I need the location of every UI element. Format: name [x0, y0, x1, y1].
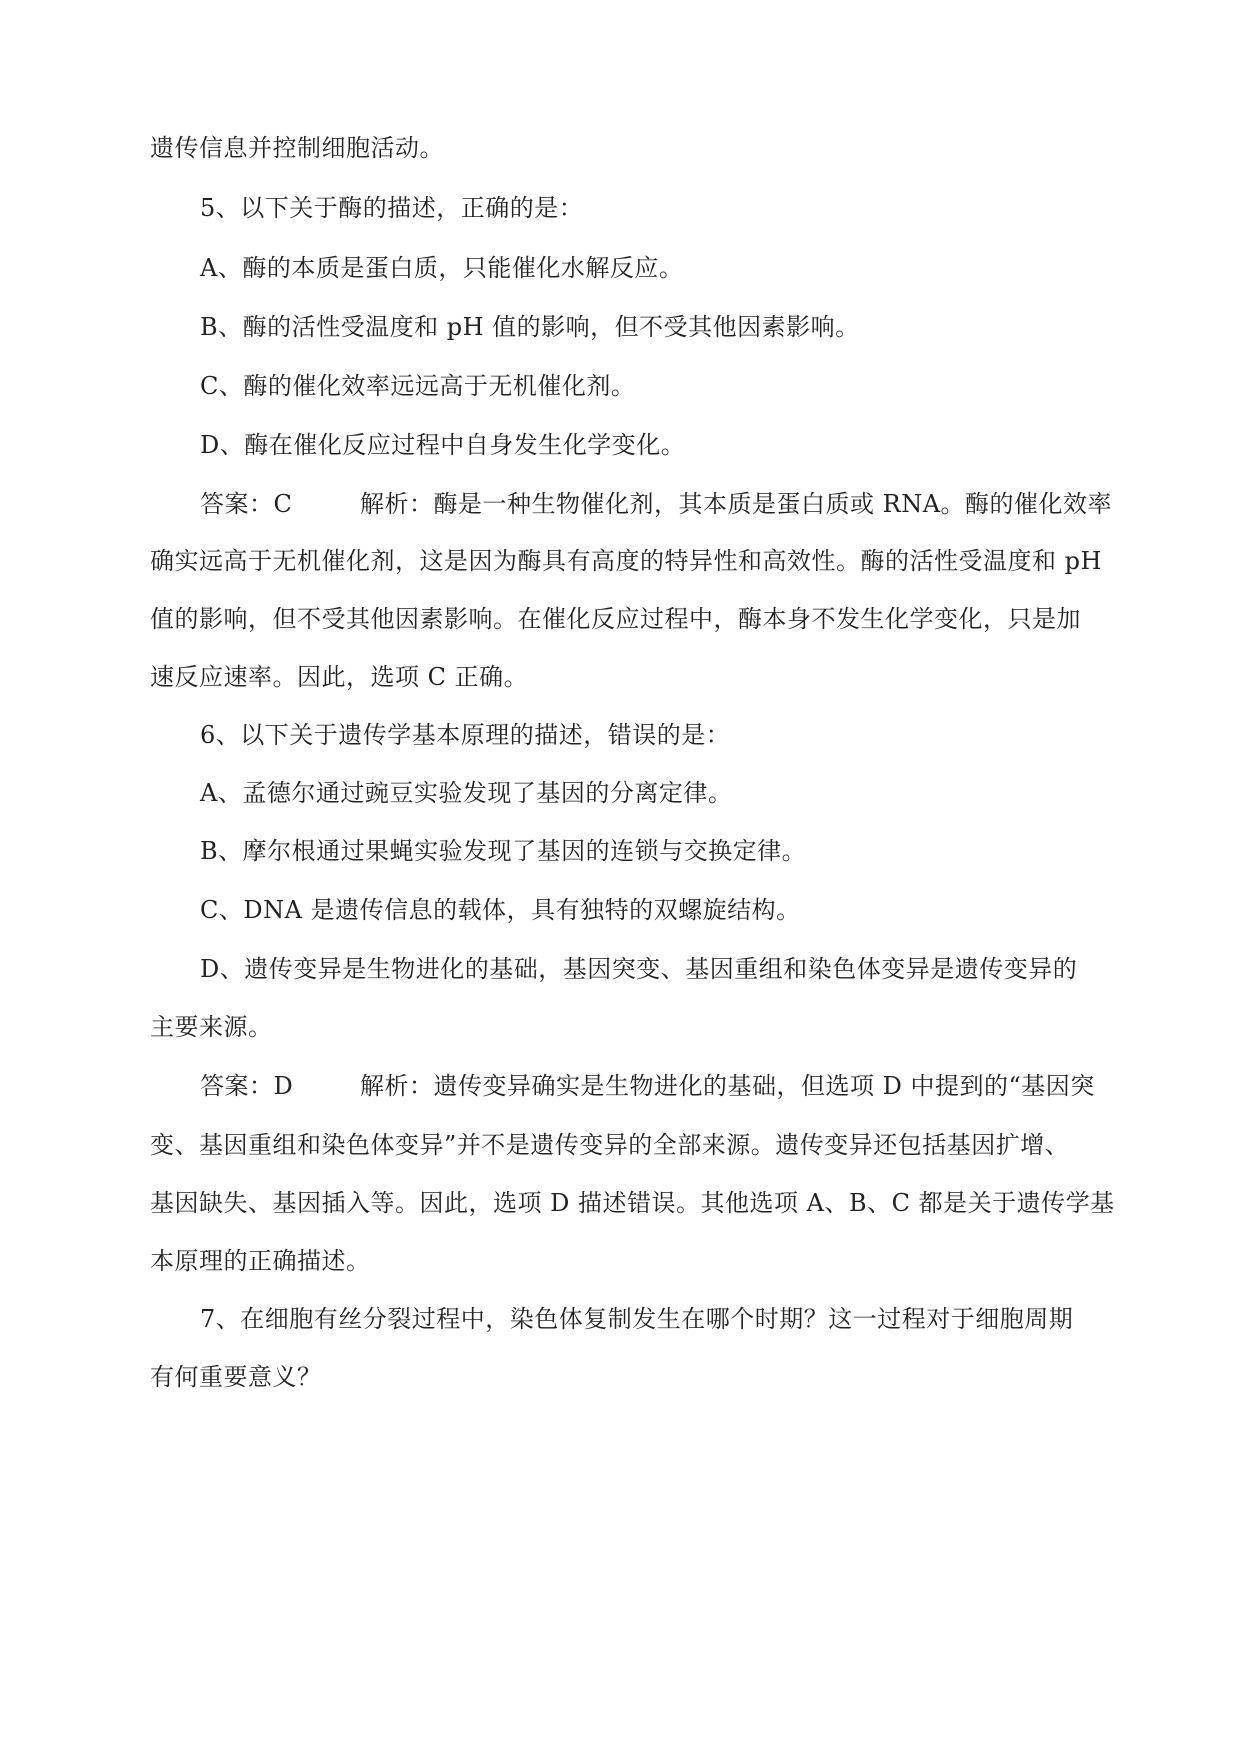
question-5: 5、以下关于酶的描述，正确的是： [200, 194, 584, 222]
question-5-option-c: C、酶的催化效率远远高于无机催化剂。 [200, 372, 636, 400]
answer-6 [200, 1070, 1095, 1102]
paragraph-line: 本原理的正确描述。 [150, 1247, 371, 1275]
question-6-option-c: C、DNA 是遗传信息的载体，具有独特的双螺旋结构。 [200, 896, 801, 924]
answer-5 [200, 488, 1113, 520]
answer-5-label: 答案：C [200, 490, 293, 518]
question-5-option-d: D、酶在催化反应过程中自身发生化学变化。 [200, 431, 686, 459]
answer-5-explanation: 解析：酶是一种生物催化剂，其本质是蛋白质或 RNA。酶的催化效率 [360, 490, 1113, 518]
answer-6-label: 答案：D [200, 1072, 294, 1100]
paragraph-line: 速反应速率。因此，选项 C 正确。 [150, 663, 529, 691]
question-6-option-b: B、摩尔根通过果蝇实验发现了基因的连锁与交换定律。 [200, 837, 807, 865]
paragraph-line: 有何重要意义？ [150, 1363, 322, 1391]
paragraph-line: 值的影响，但不受其他因素影响。在催化反应过程中，酶本身不发生化学变化，只是加 [150, 605, 1081, 633]
question-6: 6、以下关于遗传学基本原理的描述，错误的是： [200, 721, 731, 749]
question-7: 7、在细胞有丝分裂过程中，染色体复制发生在哪个时期？这一过程对于细胞周期 [200, 1305, 1074, 1333]
paragraph-line: 遗传信息并控制细胞活动。 [150, 134, 444, 162]
paragraph-line: 变、基因重组和染色体变异”并不是遗传变异的全部来源。遗传变异还包括基因扩增、 [150, 1131, 1070, 1159]
question-5-option-b: B、酶的活性受温度和 pH 值的影响，但不受其他因素影响。 [200, 313, 860, 341]
paragraph-line: 主要来源。 [150, 1013, 273, 1041]
paragraph-line: 基因缺失、基因插入等。因此，选项 D 描述错误。其他选项 A、B、C 都是关于遗传学基 [150, 1189, 1115, 1217]
question-6-option-a: A、孟德尔通过豌豆实验发现了基因的分离定律。 [200, 779, 733, 807]
question-5-option-a: A、酶的本质是蛋白质，只能催化水解反应。 [200, 254, 684, 282]
answer-6-explanation: 解析：遗传变异确实是生物进化的基础，但选项 D 中提到的“基因突 [360, 1072, 1095, 1100]
paragraph-line: 确实远高于无机催化剂，这是因为酶具有高度的特异性和高效性。酶的活性受温度和 pH [150, 547, 1102, 575]
question-6-option-d: D、遗传变异是生物进化的基础，基因突变、基因重组和染色体变异是遗传变异的 [200, 955, 1078, 983]
